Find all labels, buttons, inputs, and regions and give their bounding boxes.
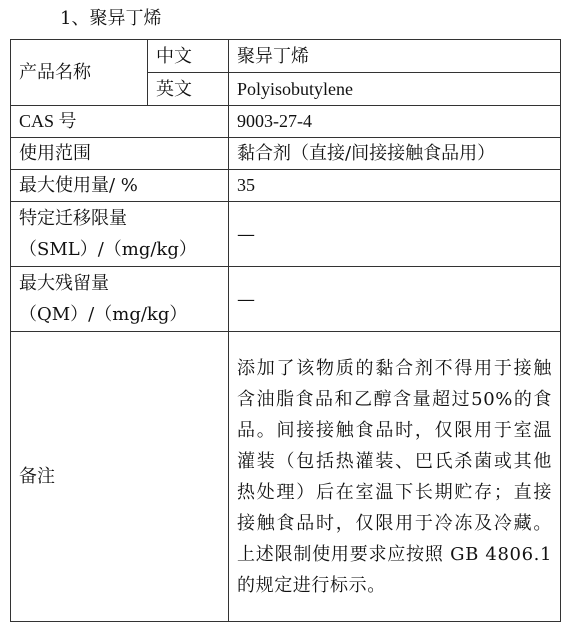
cas-number-value: 9003-27-4	[229, 106, 561, 138]
qm-label-line-2: （QM）/（mg/kg）	[19, 304, 188, 325]
chinese-name-value: 聚异丁烯	[229, 40, 561, 73]
english-name-value: Polyisobutylene	[229, 73, 561, 106]
remark-value: 添加了该物质的黏合剂不得用于接触含油脂食品和乙醇含量超过50%的食品。间接接触食品时，仅限用于室温灌装（包括热灌装、巴氏杀菌或其他热处理）后在室温下长期贮存；直接接触食品时，仅限用于冷冻及冷藏。上述限制使用要求应按照 GB 4806.1 的规定进行标示。	[229, 332, 561, 622]
section-heading: 1、聚异丁烯	[60, 8, 162, 29]
qm-label-line-1: 最大残留量	[19, 273, 109, 294]
table-row	[11, 138, 561, 170]
table-row	[11, 202, 561, 267]
qm-label	[11, 267, 229, 332]
table-row	[11, 106, 561, 138]
substance-spec-table	[10, 39, 561, 622]
sml-value: —	[229, 202, 561, 267]
table-row	[11, 170, 561, 202]
sml-label	[11, 202, 229, 267]
table-row	[11, 267, 561, 332]
scope-value: 黏合剂（直接/间接接触食品用）	[229, 138, 561, 170]
english-label: 英文	[148, 73, 229, 106]
scope-label: 使用范围	[11, 138, 229, 170]
remark-label: 备注	[11, 332, 229, 622]
chinese-label: 中文	[148, 40, 229, 73]
sml-label-line-2: （SML）/（mg/kg）	[19, 239, 197, 260]
max-use-label: 最大使用量/ %	[11, 170, 229, 202]
table-row	[11, 40, 561, 73]
max-use-value: 35	[229, 170, 561, 202]
product-name-label: 产品名称	[11, 40, 148, 106]
table-row	[11, 332, 561, 622]
sml-label-line-1: 特定迁移限量	[19, 208, 127, 229]
cas-label: CAS 号	[11, 106, 229, 138]
qm-value: —	[229, 267, 561, 332]
